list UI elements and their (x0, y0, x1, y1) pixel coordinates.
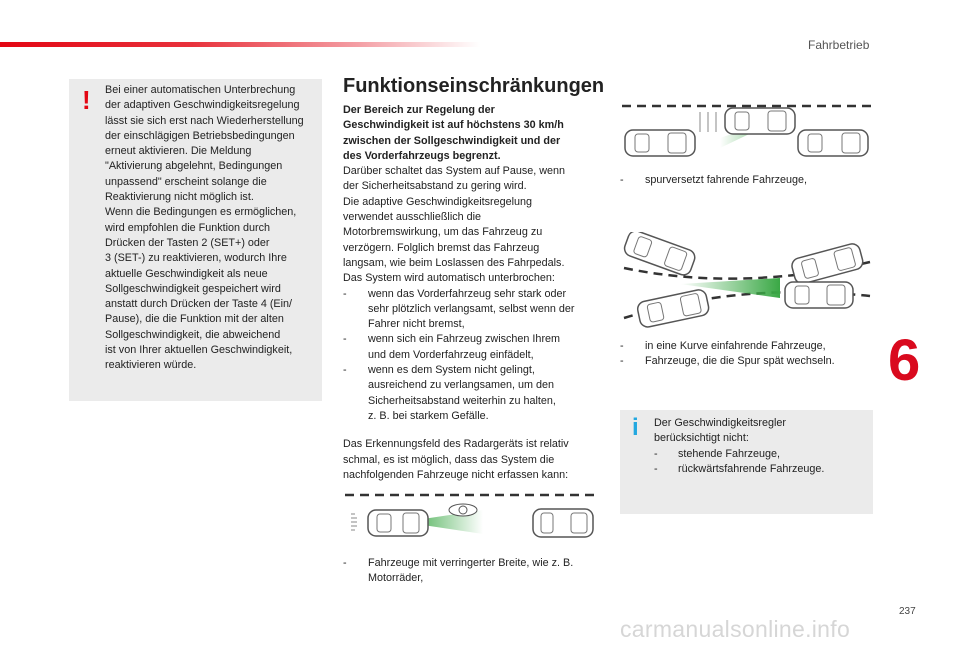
info-line: berücksichtigt nicht: (654, 432, 749, 445)
motorbike-item (343, 556, 601, 587)
page-heading: Funktionseinschränkungen (343, 75, 605, 97)
body-line: verwendet ausschließlich die (343, 211, 482, 224)
warning-line: der einschlägigen Betriebsbedingungen (105, 129, 295, 142)
list-line: stehende Fahrzeuge, (678, 447, 781, 460)
warning-line: Sollgeschwindigkeit, die abweichend (105, 328, 281, 341)
warning-line: aktuelle Geschwindigkeit als neue (105, 267, 268, 280)
list-item (654, 462, 866, 477)
limit-line: zwischen der Sollgeschwindigkeit und der (343, 134, 561, 147)
list-line: wenn das Vorderfahrzeug sehr stark oder (368, 287, 567, 300)
list-dash: - (654, 462, 658, 475)
warning-box (69, 79, 322, 401)
list-line: Motorräder, (368, 572, 424, 585)
list-line: z. B. bei starkem Gefälle. (368, 409, 489, 422)
info-box (620, 410, 873, 514)
warning-line: Wenn die Bedingungen es ermöglichen, (105, 206, 297, 219)
radar-line: nachfolgenden Fahrzeuge nicht erfassen kann: (343, 468, 569, 481)
warning-line: erneut aktivieren. Die Meldung (105, 145, 252, 158)
warning-line: unpassend" erscheint solange die (105, 175, 267, 188)
list-item (654, 447, 866, 462)
list-dash: - (343, 557, 347, 569)
list-dash: - (343, 287, 347, 300)
limit-note (343, 103, 601, 164)
info-text (654, 416, 866, 477)
section-title: Fahrbetrieb (808, 38, 870, 52)
warning-line: ist von Ihrer aktuellen Geschwindigkeit, (105, 344, 293, 357)
list-line: in eine Kurve einfahrende Fahrzeuge, (645, 340, 826, 352)
warning-line: Pause), die die Funktion mit der alten (105, 313, 284, 326)
curve-vehicles-illustration (620, 232, 874, 332)
radar-line: Das Erkennungsfeld des Radargeräts ist relativ (343, 438, 569, 451)
list-item (343, 363, 601, 424)
warning-line: lässt sie sich erst nach Wiederherstellung (105, 114, 304, 127)
warning-line: reaktivieren würde. (105, 359, 197, 372)
body-line: Darüber schaltet das System auf Pause, wenn (343, 165, 566, 178)
warning-line: Sollgeschwindigkeit gespeichert wird (105, 282, 281, 295)
warning-line: Reaktivierung nicht möglich ist. (105, 191, 254, 204)
offset-item (620, 173, 874, 188)
list-item (620, 339, 874, 354)
list-dash: - (343, 333, 347, 346)
warning-line: "Aktivierung abgelehnt, Bedingungen (105, 160, 283, 173)
page-number: 237 (899, 606, 916, 617)
body-line: der Sicherheitsabstand zu gering wird. (343, 180, 527, 193)
main-text (343, 103, 601, 483)
curve-items (620, 339, 874, 370)
body-line: Das System wird automatisch unterbrochen: (343, 272, 555, 285)
list-line: rückwärtsfahrende Fahrzeuge. (678, 462, 825, 475)
header-accent-bar (0, 42, 480, 47)
list-line: Fahrzeuge, die die Spur spät wechseln. (645, 355, 835, 368)
warning-line: Bei einer automatischen Unterbrechung (105, 84, 296, 96)
body-line: Die adaptive Geschwindigkeitsregelung (343, 195, 533, 208)
list-line: spurversetzt fahrende Fahrzeuge, (645, 174, 808, 186)
offset-vehicles-illustration (620, 100, 874, 164)
list-line: sehr plötzlich verlangsamt, selbst wenn der (368, 302, 575, 315)
list-line: ausreichend zu verlangsamen, um den (368, 379, 555, 392)
warning-line: der adaptiven Geschwindigkeitsregelung (105, 99, 300, 112)
chapter-number: 6 (888, 328, 921, 393)
body-paragraph (343, 164, 601, 286)
body-line: langsam, wie beim Loslassen des Fahrpedals. (343, 256, 565, 269)
limit-line: des Vorderfahrzeugs begrenzt. (343, 149, 501, 162)
list-line: wenn es dem System nicht gelingt, (368, 364, 535, 377)
warning-icon: ! (82, 85, 91, 115)
body-line: verzögern. Folglich bremst das Fahrzeug (343, 241, 540, 254)
body-line: Motorbremswirkung, um das Fahrzeug zu (343, 226, 543, 239)
info-line: Der Geschwindigkeitsregler (654, 417, 787, 429)
list-item (620, 354, 874, 369)
list-line: Sicherheitsabstand weiterhin zu halten, (368, 394, 556, 407)
watermark: carmanualsonline.info (620, 616, 851, 642)
warning-text (105, 83, 317, 374)
radar-line: schmal, es ist möglich, dass das System die (343, 453, 555, 466)
list-dash: - (620, 174, 624, 186)
list-item (343, 287, 601, 333)
list-line: und dem Vorderfahrzeug einfädelt, (368, 348, 534, 361)
warning-line: wird empfohlen die Funktion durch (105, 221, 271, 234)
list-dash: - (654, 447, 658, 460)
list-dash: - (343, 364, 347, 377)
warning-line: 3 (SET-) zu reaktivieren, wodurch Ihre (105, 252, 287, 265)
list-line: Fahrzeuge mit verringerter Breite, wie z. B. (368, 557, 574, 569)
limit-line: Der Bereich zur Regelung der (343, 104, 495, 116)
info-icon: i (632, 414, 639, 441)
radar-paragraph (343, 437, 601, 483)
list-line: wenn sich ein Fahrzeug zwischen Ihrem (368, 333, 561, 346)
motorbike-illustration (343, 488, 601, 544)
list-dash: - (620, 355, 624, 368)
limit-line: Geschwindigkeit ist auf höchstens 30 km/h (343, 119, 564, 132)
warning-line: Drücken der Tasten 2 (SET+) oder (105, 236, 270, 249)
list-item (343, 332, 601, 363)
warning-line: anstatt durch Drücken der Taste 4 (Ein/ (105, 298, 293, 311)
list-dash: - (620, 340, 624, 352)
list-line: Fahrer nicht bremst, (368, 318, 465, 331)
